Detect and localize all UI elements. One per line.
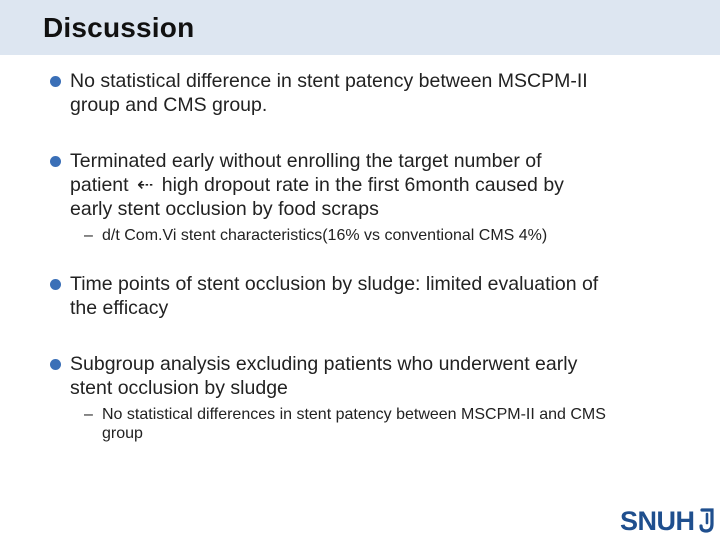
bullet-1-line-1: No statistical difference in stent patency between MSCPM-II <box>70 70 588 92</box>
bullet-dot-icon <box>50 359 61 370</box>
bullet-1-line-2: group and CMS group. <box>70 94 268 116</box>
bullet-2-line-2-pre: patient <box>70 174 129 196</box>
bullet-2-line-2-post: high dropout rate in the first 6month caused by <box>161 174 564 196</box>
logo-mark-icon <box>699 508 715 534</box>
bullet-3-line-2: the efficacy <box>70 297 169 319</box>
snuh-logo <box>620 506 715 536</box>
bullet-dot-icon <box>50 76 61 87</box>
bullet-4-line-2: stent occlusion by sludge <box>70 377 288 399</box>
bullet-dot-icon <box>50 279 61 290</box>
bullet-2-line-3: early stent occlusion by food scraps <box>70 198 379 220</box>
left-arrow-icon: ⇠ <box>136 174 154 196</box>
logo-text: SNUH <box>620 506 695 536</box>
bullet-4-sub-line-2: group <box>102 425 143 442</box>
dash-icon: – <box>84 227 93 244</box>
bullet-4-line-1: Subgroup analysis excluding patients who underwent early <box>70 353 578 375</box>
bullet-2-line-2 <box>70 174 564 197</box>
dash-icon: – <box>84 406 93 423</box>
bullet-3-line-1: Time points of stent occlusion by sludge: limited evaluation of <box>70 273 599 295</box>
slide-title: Discussion <box>43 12 195 43</box>
bullet-dot-icon <box>50 156 61 167</box>
bullet-4-sub-line-1: No statistical differences in stent patency between MSCPM-II and CMS <box>102 406 606 423</box>
bullet-2-line-1: Terminated early without enrolling the target number of <box>70 150 542 172</box>
bullet-2-sub-text: d/t Com.Vi stent characteristics(16% vs conventional CMS 4%) <box>102 227 548 244</box>
